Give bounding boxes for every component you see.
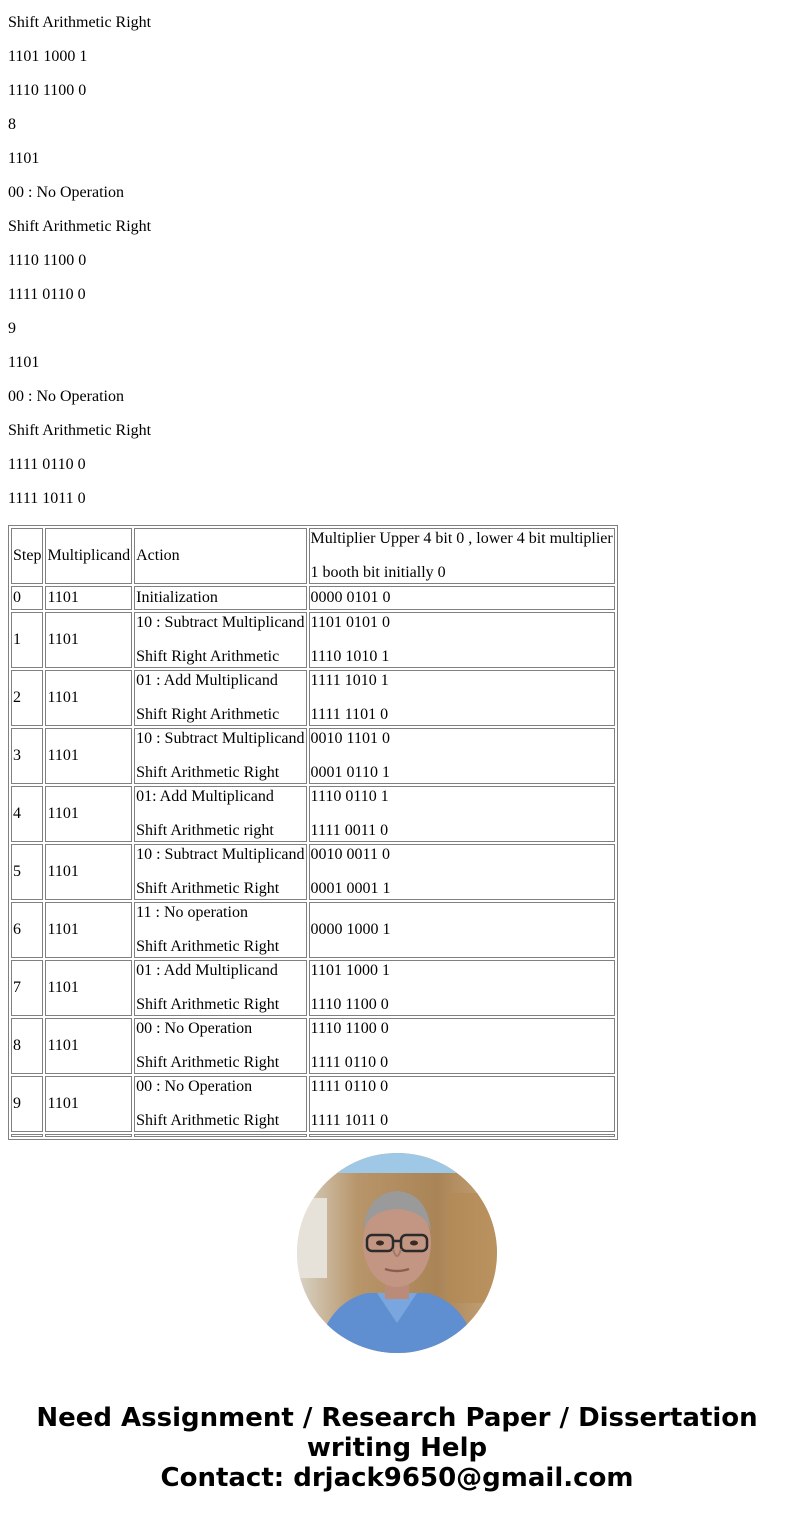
cell-multiplier bbox=[309, 670, 615, 726]
multiplier-line: 1111 0110 0 bbox=[310, 1078, 389, 1095]
cell-multiplicand: 1101 bbox=[45, 902, 132, 958]
table-row bbox=[11, 960, 615, 1016]
cell-step: 4 bbox=[11, 786, 43, 842]
multiplier-line: 1111 0011 0 bbox=[310, 822, 389, 839]
cell-action bbox=[134, 670, 306, 726]
footer-line-1: Need Assignment / Research Paper / Dissertation bbox=[36, 1403, 758, 1433]
cell-multiplier bbox=[309, 728, 615, 784]
empty-cell bbox=[11, 1134, 43, 1137]
cell-step: 3 bbox=[11, 728, 43, 784]
cell-action bbox=[134, 902, 306, 958]
text-line: 1111 1011 0 bbox=[8, 490, 86, 507]
action-line: Shift Arithmetic Right bbox=[136, 764, 280, 781]
table-row bbox=[11, 670, 615, 726]
empty-cell bbox=[134, 1134, 306, 1137]
multiplier-line: 1110 1010 1 bbox=[310, 648, 390, 665]
footer-advertisement bbox=[0, 1403, 794, 1493]
cell-step: 5 bbox=[11, 844, 43, 900]
header-action: Action bbox=[134, 528, 306, 584]
header-multiplier-line1: Multiplier Upper 4 bit 0 , lower 4 bit multiplier bbox=[310, 530, 613, 547]
text-line: 00 : No Operation bbox=[8, 184, 124, 201]
text-line: 1110 1100 0 bbox=[8, 252, 87, 269]
table-header-row bbox=[11, 528, 615, 584]
action-line: Shift Arithmetic Right bbox=[136, 938, 280, 955]
booth-algorithm-table bbox=[8, 525, 618, 1140]
text-line: 1111 0110 0 bbox=[8, 456, 86, 473]
table-empty-row bbox=[11, 1134, 615, 1137]
table-row bbox=[11, 1076, 615, 1132]
multiplier-line: 1110 1100 0 bbox=[310, 1020, 389, 1037]
cell-step: 6 bbox=[11, 902, 43, 958]
cell-multiplicand: 1101 bbox=[45, 670, 132, 726]
action-line: 11 : No operation bbox=[136, 904, 248, 921]
action-line: 10 : Subtract Multiplicand bbox=[136, 846, 305, 863]
action-line: 00 : No Operation bbox=[136, 1078, 253, 1095]
cell-action bbox=[134, 1018, 306, 1074]
multiplier-line: 1101 1000 1 bbox=[310, 962, 390, 979]
table-row bbox=[11, 612, 615, 668]
cell-action bbox=[134, 728, 306, 784]
multiplier-line: 0000 1000 1 bbox=[310, 921, 391, 938]
header-step: Step bbox=[11, 528, 43, 584]
table-row bbox=[11, 844, 615, 900]
text-line: 00 : No Operation bbox=[8, 388, 124, 405]
cell-multiplicand: 1101 bbox=[45, 960, 132, 1016]
multiplier-line: 1111 1011 0 bbox=[310, 1112, 389, 1129]
action-line: 10 : Subtract Multiplicand bbox=[136, 730, 305, 747]
cell-multiplier bbox=[309, 1018, 615, 1074]
cell-action: Initialization bbox=[134, 586, 306, 610]
cell-multiplier bbox=[309, 960, 615, 1016]
cell-multiplier bbox=[309, 844, 615, 900]
text-line: Shift Arithmetic Right bbox=[8, 218, 152, 235]
footer-contact: Contact: drjack9650@gmail.com bbox=[160, 1463, 634, 1493]
cell-step: 2 bbox=[11, 670, 43, 726]
cell-multiplier: 0000 0101 0 bbox=[309, 586, 615, 610]
multiplier-line: 1111 1010 1 bbox=[310, 672, 389, 689]
text-line: 8 bbox=[8, 116, 16, 133]
multiplier-line: 1110 0110 1 bbox=[310, 788, 389, 805]
cell-action bbox=[134, 960, 306, 1016]
empty-cell bbox=[45, 1134, 132, 1137]
multiplier-line: 1111 0110 0 bbox=[310, 1054, 389, 1071]
table-row bbox=[11, 786, 615, 842]
table-row bbox=[11, 902, 615, 958]
text-line: Shift Arithmetic Right bbox=[8, 422, 152, 439]
text-line: 1101 bbox=[8, 354, 40, 371]
author-avatar bbox=[297, 1153, 497, 1353]
cell-step: 9 bbox=[11, 1076, 43, 1132]
action-line: Shift Arithmetic Right bbox=[136, 1112, 280, 1129]
action-line: 01 : Add Multiplicand bbox=[136, 672, 278, 689]
cell-step: 7 bbox=[11, 960, 43, 1016]
text-line: 1101 1000 1 bbox=[8, 48, 88, 65]
multiplier-line: 0001 0001 1 bbox=[310, 880, 391, 897]
multiplier-line: 1111 1101 0 bbox=[310, 706, 389, 723]
multiplier-line: 0010 1101 0 bbox=[310, 730, 390, 747]
action-line: Shift Right Arithmetic bbox=[136, 648, 280, 665]
action-line: Shift Right Arithmetic bbox=[136, 706, 280, 723]
cell-action bbox=[134, 786, 306, 842]
multiplier-line: 1101 0101 0 bbox=[310, 614, 390, 631]
header-multiplier-line2: 1 booth bit initially 0 bbox=[310, 564, 446, 581]
action-line: Shift Arithmetic Right bbox=[136, 996, 280, 1013]
text-line: 1101 bbox=[8, 150, 40, 167]
cell-multiplicand: 1101 bbox=[45, 586, 132, 610]
cell-multiplicand: 1101 bbox=[45, 728, 132, 784]
table-row bbox=[11, 586, 615, 610]
table-row bbox=[11, 1018, 615, 1074]
cell-multiplier bbox=[309, 902, 615, 958]
cell-action bbox=[134, 612, 306, 668]
multiplier-line: 0001 0110 1 bbox=[310, 764, 390, 781]
action-line: 01 : Add Multiplicand bbox=[136, 962, 278, 979]
text-line: Shift Arithmetic Right bbox=[8, 14, 152, 31]
action-line: Shift Arithmetic Right bbox=[136, 1054, 280, 1071]
cell-action bbox=[134, 1076, 306, 1132]
text-line: 9 bbox=[8, 320, 16, 337]
portrait-image bbox=[297, 1153, 497, 1353]
empty-cell bbox=[309, 1134, 615, 1137]
cell-multiplicand: 1101 bbox=[45, 786, 132, 842]
action-line: 01: Add Multiplicand bbox=[136, 788, 274, 805]
action-line: 10 : Subtract Multiplicand bbox=[136, 614, 305, 631]
header-multiplier bbox=[309, 528, 615, 584]
cell-multiplier bbox=[309, 1076, 615, 1132]
cell-multiplicand: 1101 bbox=[45, 1076, 132, 1132]
multiplier-line: 0010 0011 0 bbox=[310, 846, 390, 863]
text-line: 1111 0110 0 bbox=[8, 286, 86, 303]
footer-line-2: writing Help bbox=[306, 1433, 488, 1463]
action-line: Shift Arithmetic right bbox=[136, 822, 274, 839]
cell-multiplicand: 1101 bbox=[45, 612, 132, 668]
cell-step: 8 bbox=[11, 1018, 43, 1074]
action-line: 00 : No Operation bbox=[136, 1020, 253, 1037]
multiplier-line: 1110 1100 0 bbox=[310, 996, 389, 1013]
action-line: Shift Arithmetic Right bbox=[136, 880, 280, 897]
header-multiplicand: Multiplicand bbox=[45, 528, 132, 584]
text-line: 1110 1100 0 bbox=[8, 82, 87, 99]
cell-multiplier bbox=[309, 612, 615, 668]
cell-action bbox=[134, 844, 306, 900]
cell-multiplier bbox=[309, 786, 615, 842]
cell-multiplicand: 1101 bbox=[45, 1018, 132, 1074]
cell-step: 0 bbox=[11, 586, 43, 610]
cell-step: 1 bbox=[11, 612, 43, 668]
table-row bbox=[11, 728, 615, 784]
cell-multiplicand: 1101 bbox=[45, 844, 132, 900]
